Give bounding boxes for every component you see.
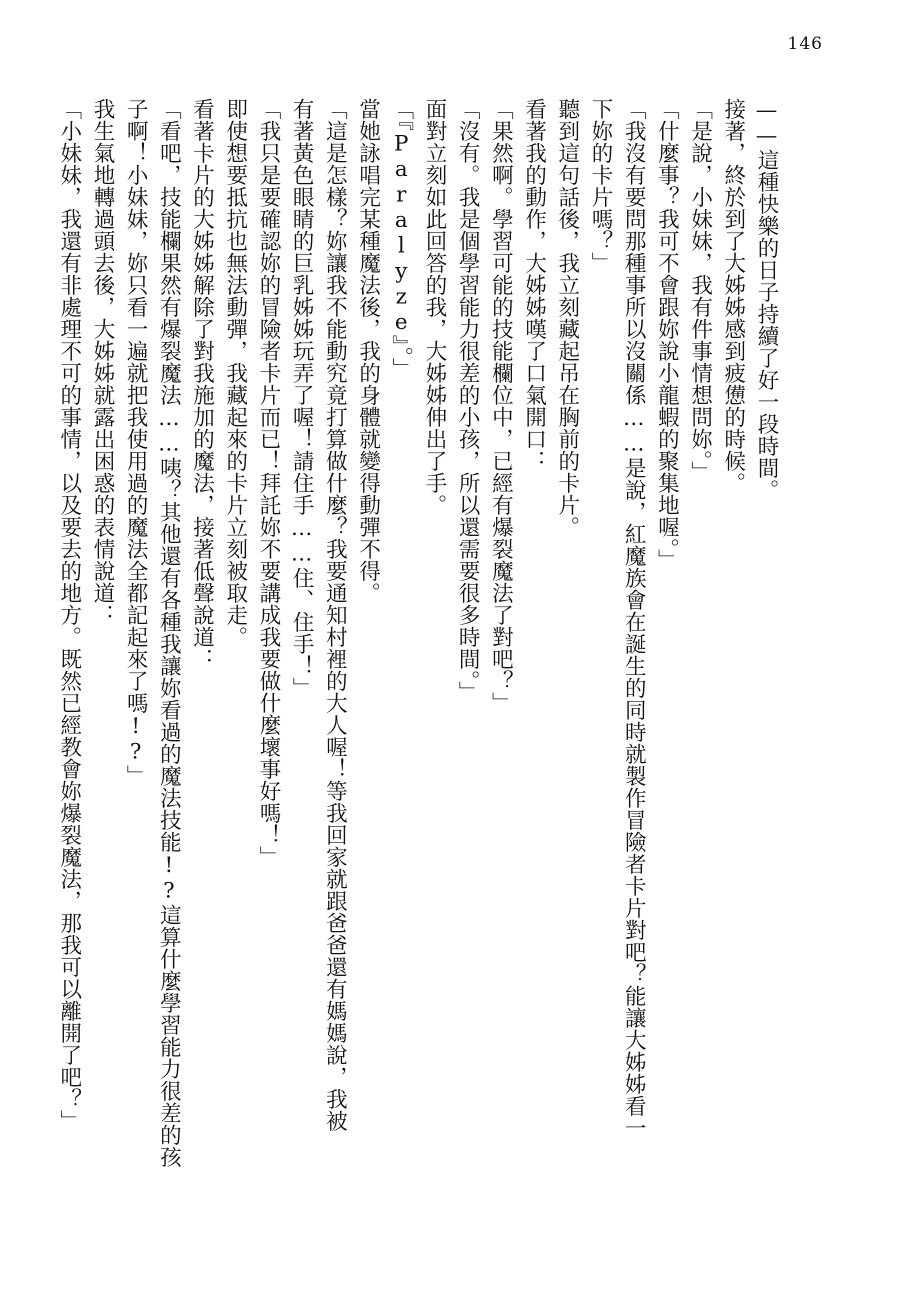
text-line: 「我只是要確認妳的冒險者卡片而已！拜託妳不要講成我要做什麼壞事好嗎！」: [255, 98, 281, 868]
text-line: 下妳的卡片嗎？」: [587, 98, 613, 274]
text-line: 看著我的動作，大姊姊嘆了口氣開口：: [521, 98, 547, 472]
text-line: 「小妹妹，我還有非處理不可的事情，以及要去的地方。既然已經教會妳爆裂魔法，那我可以離開了吧？」: [56, 98, 82, 1132]
text-line: 面對立刻如此回答的我，大姊姊伸出了手。: [421, 98, 447, 516]
text-line: 「我沒有要問那種事所以沒關係……是說，紅魔族會在誕生的同時就製作冒險者卡片對吧？能讓大姊姊看一: [621, 98, 647, 1139]
text-line: 子啊！小妹妹，妳只看一遍就把我使用過的魔法全都記起來了嗎!?」: [123, 98, 149, 787]
text-line: 「果然啊。學習可能的技能欄位中，已經有爆裂魔法了對吧？」: [488, 98, 514, 714]
text-line: 「什麼事？我可不會跟妳說小龍蝦的聚集地喔。」: [654, 98, 680, 572]
text-line: 有著黃色眼睛的巨乳姊姊玩弄了喔！請住手……住、住手！」: [289, 98, 315, 699]
page-number: 146: [787, 34, 823, 54]
text-line: 即使想要抵抗也無法動彈，我藏起來的卡片立刻被取走。: [222, 98, 248, 648]
vertical-text-body: [53, 98, 783, 1208]
text-line: 當她詠唱完某種魔法後，我的身體就變得動彈不得。: [355, 98, 381, 604]
text-line: 聽到這句話後，我立刻藏起吊在胸前的卡片。: [554, 98, 580, 538]
text-line: 「是說，小妹妹，我有件事情想問妳。」: [687, 98, 713, 484]
text-line: 看著卡片的大姊姊解除了對我施加的魔法，接著低聲說道：: [189, 98, 215, 670]
text-line: 「這是怎樣？妳讓我不能動究竟打算做什麼？我要通知村裡的大人喔！等我回家就跟爸爸還有媽媽說，我被: [322, 98, 348, 1132]
text-line: 「看吧，技能欄果然有爆裂魔法……咦？其他還有各種我讓妳看過的魔法技能!?這算什麼學習能力很差的孩: [156, 98, 182, 1168]
text-line: ——這種快樂的日子持續了好一段時間。: [754, 98, 779, 501]
text-line: 「沒有。我是個學習能力很差的小孩，所以還需要很多時間。」: [455, 98, 481, 704]
text-line: 我生氣地轉過頭去後，大姊姊就露出困惑的表情說道：: [89, 98, 115, 626]
text-line: 「『Paralyze』。」: [388, 98, 414, 380]
text-line: 接著，終於到了大姊姊感到疲憊的時候。: [720, 98, 746, 494]
